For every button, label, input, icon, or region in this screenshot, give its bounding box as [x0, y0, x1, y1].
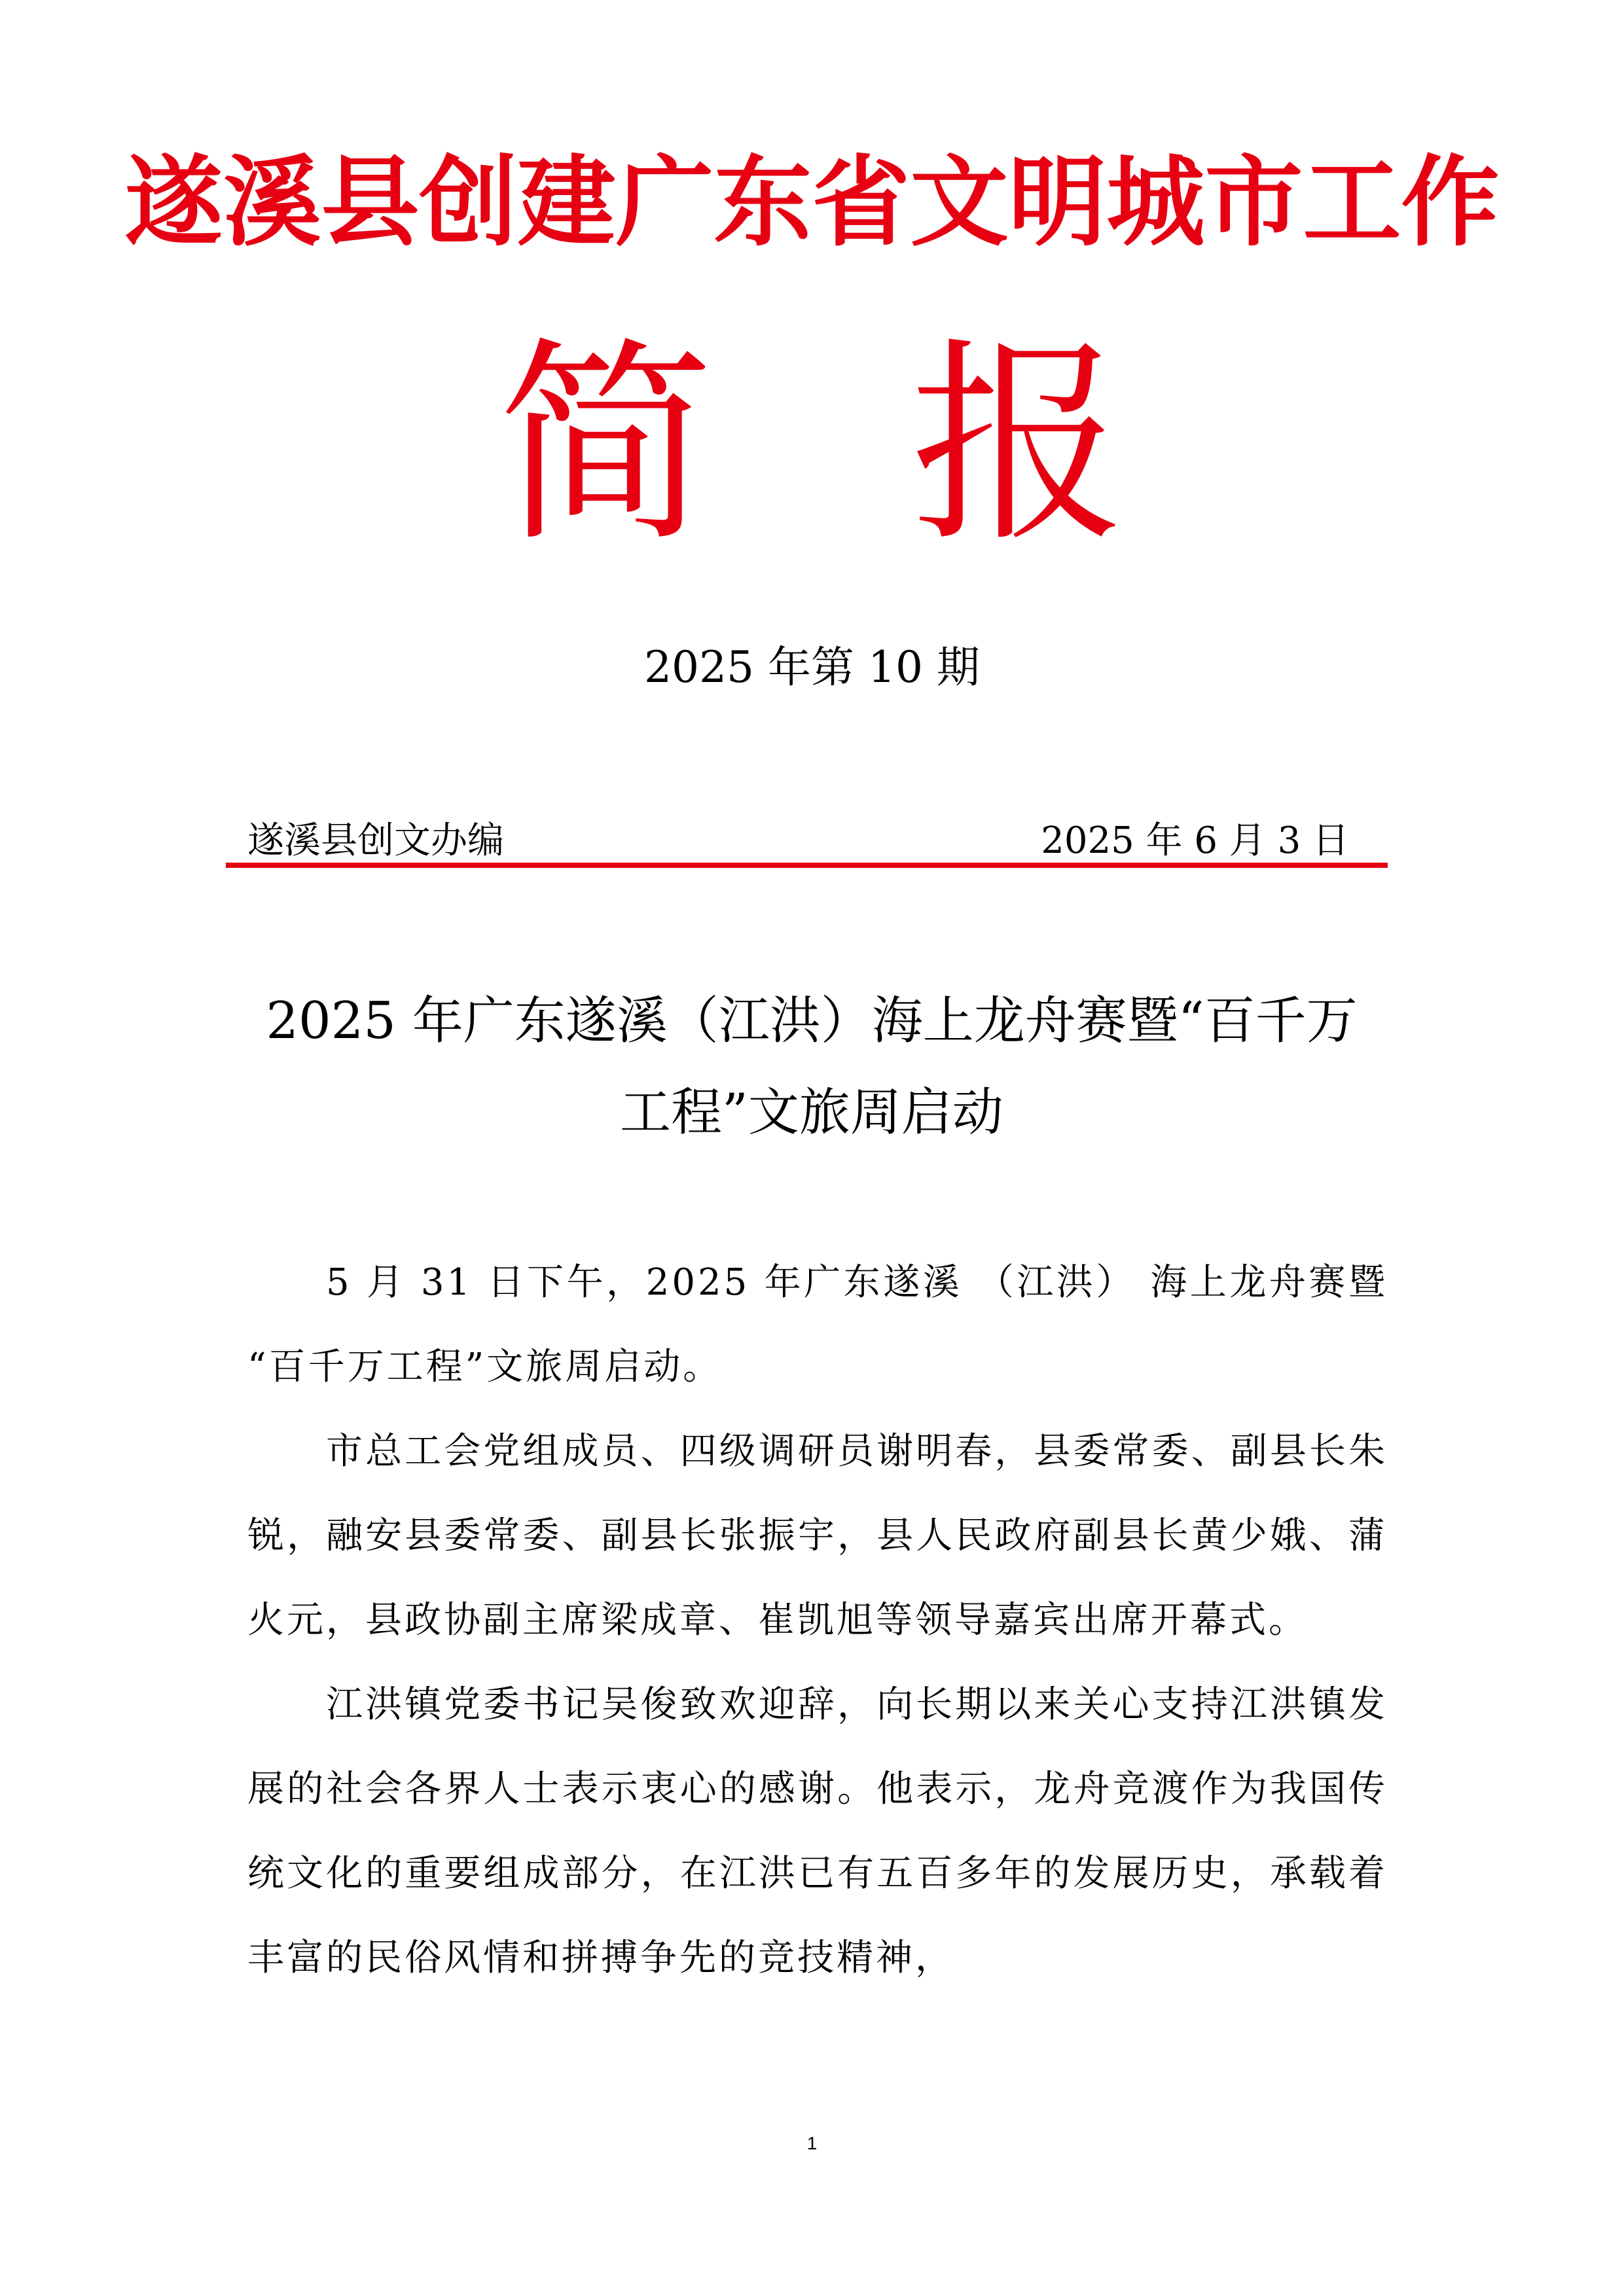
article-title: 2025 年广东遂溪（江洪）海上龙舟赛暨“百千万工程”文旅周启动: [266, 992, 1358, 1142]
paragraph: 江洪镇党委书记吴俊致欢迎辞，向长期以来关心支持江洪镇发展的社会各界人士表示衷心的感谢。他表示，龙舟竞渡作为我国传统文化的重要组成部分，在江洪已有五百多年的发展历史，承载着丰富的民俗风情和拼搏争先的竞技精神，: [247, 1683, 1388, 1979]
masthead-title: 遂溪县创建广东省文明城市工作: [124, 146, 1500, 260]
red-divider: [226, 863, 1388, 868]
article-body: [247, 1240, 1388, 2000]
page-number: 1: [806, 2133, 818, 2153]
bulletin-heading: 简报: [497, 319, 1323, 571]
issue-number: 2025 年第 10 期: [644, 642, 980, 692]
paragraph: 市总工会党组成员、四级调研员谢明春，县委常委、副县长朱锐，融安县委常委、副县长张振宇，县人民政府副县长黄少娥、蒲火元，县政协副主席梁成章、崔凯旭等领导嘉宾出席开幕式。: [247, 1430, 1388, 1641]
publish-date: 2025 年 6 月 3 日: [1041, 819, 1349, 862]
editor-line: 遂溪县创文办编: [247, 819, 504, 862]
paragraph: 5 月 31 日下午，2025 年广东遂溪 （江洪） 海上龙舟赛暨 “百千万工程”文旅周启动。: [247, 1261, 1388, 1388]
